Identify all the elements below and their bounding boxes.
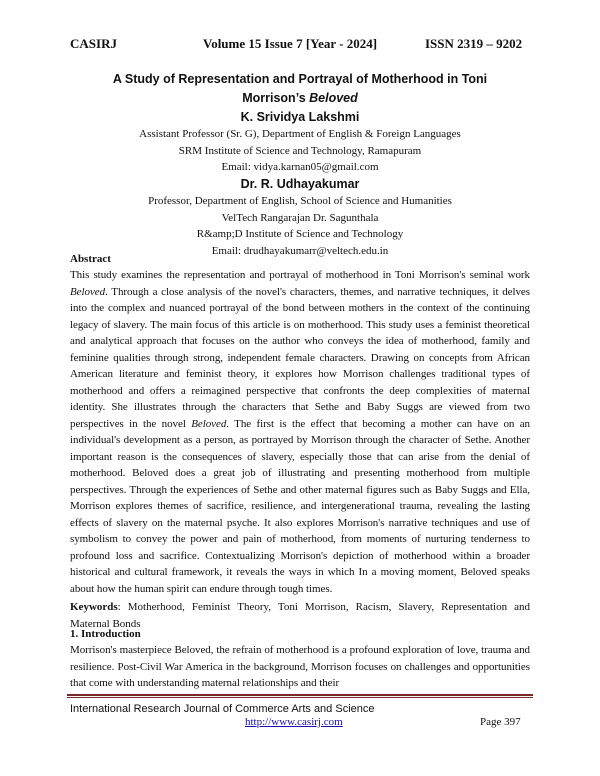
page-number: Page 397 (480, 716, 521, 728)
introduction-body: Morrison's masterpiece Beloved, the refrain of motherhood is a profound exploration of love, trauma and resilience. Post-Civil War America in the background, Morrison focuses on challenges and opportunities that come with understanding maternal relationships and their (70, 644, 530, 689)
header-journal: CASIRJ (70, 36, 117, 51)
author-1-affil-line: Assistant Professor (Sr. G), Department of English & Foreign Languages (139, 128, 461, 140)
keywords-label: Keywords (70, 601, 118, 613)
abstract-body: This study examines the representation and portrayal of motherhood in Toni Morrison's seminal work Beloved. Through a close analysis of the novel's characters, themes, and narrative techniques, it delves into the complex and nuanced portrayal of the bond between mothers in the context of the continuing legacy of slavery. The main focus of this article is on motherhood. This study uses a feminist theoretical and analytical approach that focuses on the author who conveys the idea of motherhood, family and feminine qualities through strong, independent female characters. Drawing on concepts from African American literature and feminist theory, it explores how Morrison challenges traditional types of motherhood and offers a reimagined perspective that confronts the deep complexities of maternal identity. She illustrates through the characters that Sethe and Baby Suggs are viewed from two perspectives in the novel Beloved. The first is the effect that becoming a mother can have on an individual's development as a person, as portrayed by Morrison through the character of Sethe. Another important reason is the consequences of slavery, especially those that can arise from the denial of motherhood. Beloved does a great job of illustrating and presenting motherhood from multiple perspectives. Through the experiences of Sethe and other maternal figures such as Baby Suggs and Ella, Morrison explores themes of sacrifice, resilience, and intergenerational trauma, revealing the lasting effects of slavery on the maternal psyche. It also explores Morrison's narrative techniques and use of symbolism to convey the power and pain of motherhood, from moments of nurturing tenderness to profound loss and sacrifice. Contextualizing Morrison's depiction of motherhood within a broader historical and cultural framework, it reveals the ways in which In a moving moment, Beloved speaks about how the human spirit can endure through tough times. (70, 269, 531, 595)
abstract-heading: Abstract (70, 253, 111, 265)
footer-rule (67, 694, 533, 696)
title-italic-beloved: Beloved (309, 91, 358, 105)
header-issn: ISSN 2319 – 9202 (425, 36, 523, 51)
author-1-affiliation (70, 126, 530, 176)
author-2-affil-line: R&amp;D Institute of Science and Technology (196, 228, 404, 240)
title-line-2: Morrison’s Beloved (242, 91, 358, 105)
footer-journal: International Research Journal of Commerce Arts and Science (70, 703, 375, 715)
paper-title (70, 70, 530, 108)
author-1-name: K. Srividya Lakshmi (240, 110, 360, 124)
author-1-email: Email: vidya.karnan05@gmail.com (221, 161, 379, 173)
author-2-affil-line: Professor, Department of English, School of Science and Humanities (148, 195, 452, 207)
keywords-text: : Motherhood, Feminist Theory, Toni Morrison, Racism, Slavery, Representation and Maternal Bonds (70, 601, 530, 630)
footer-rule (67, 697, 533, 698)
author-2-affil-line: VelTech Rangarajan Dr. Sagunthala (221, 211, 379, 224)
footer-link[interactable]: http://www.casirj.com (245, 716, 343, 728)
author-2-name: Dr. R. Udhayakumar (240, 177, 360, 191)
author-1-affil-line: SRM Institute of Science and Technology, Ramapuram (178, 144, 422, 157)
header-volume: Volume 15 Issue 7 [Year - 2024] (203, 36, 378, 51)
author-2-email: Email: drudhayakumarr@veltech.edu.in (211, 244, 389, 257)
running-header (70, 36, 530, 52)
section-heading-introduction: 1. Introduction (70, 628, 141, 640)
author-2-affiliation (70, 193, 530, 259)
title-line-1: A Study of Representation and Portrayal of Motherhood in Toni (112, 72, 488, 86)
